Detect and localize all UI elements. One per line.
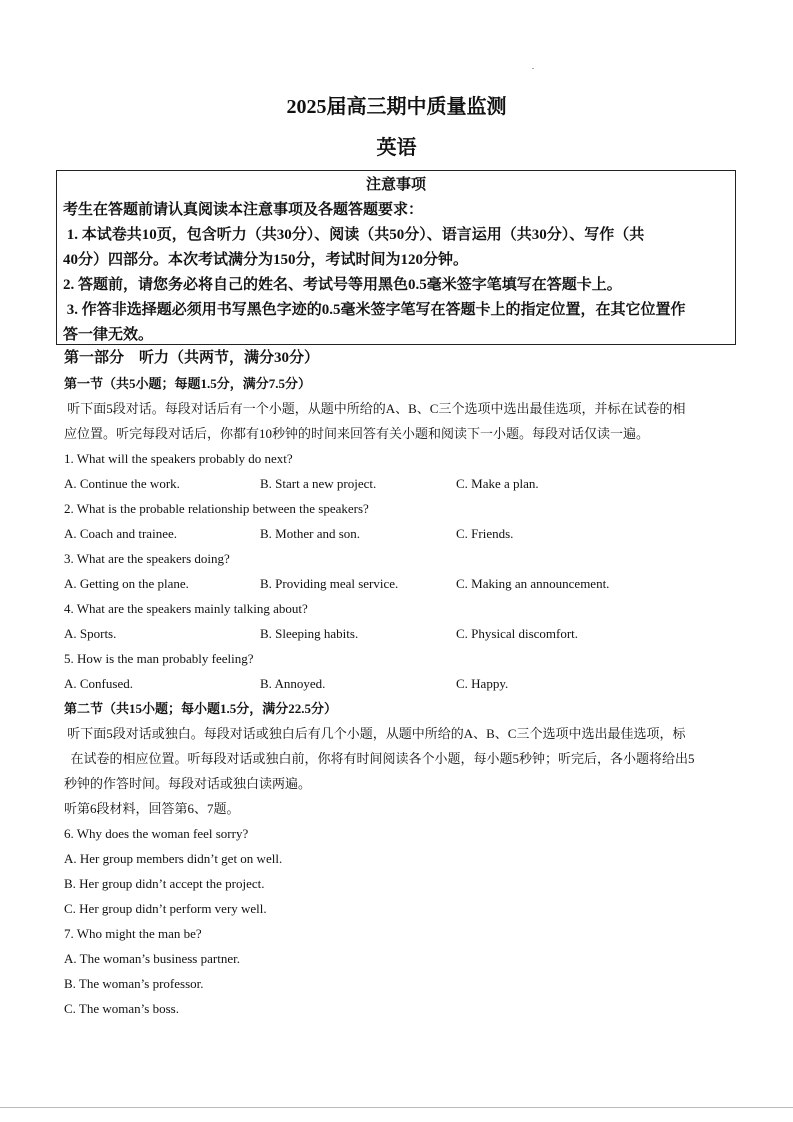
option-b: B. Annoyed.: [260, 676, 326, 691]
exam-content: [64, 346, 744, 1021]
options-5: [64, 671, 744, 696]
option-c: C. Make a plan.: [456, 476, 539, 491]
question-7: 7. Who might the man be?: [64, 926, 202, 941]
options-1: [64, 471, 744, 496]
option-a: A. Sports.: [64, 626, 117, 641]
option-b: B. Start a new project.: [260, 476, 377, 491]
question-4: 4. What are the speakers mainly talking about?: [64, 601, 308, 616]
part1-heading: 第一部分 听力（共两节，满分30分）: [64, 350, 320, 366]
notice-heading: 注意事项: [365, 177, 426, 193]
section1-instructions: 听下面5段对话。每段对话后有一个小题，从题中所给的A、B、C三个选项中选出最佳选项，并标在试卷的相: [64, 401, 686, 416]
option-a: A. The woman’s business partner.: [64, 951, 240, 966]
options-4: [64, 621, 744, 646]
option-c: C. Her group didn’t perform very well.: [64, 901, 267, 916]
question-6: 6. Why does the woman feel sorry?: [64, 826, 249, 841]
page-bottom-divider: [0, 1107, 793, 1108]
option-c: C. Happy.: [456, 676, 509, 691]
option-c: C. Making an announcement.: [456, 576, 610, 591]
question-2: 2. What is the probable relationship between the speakers?: [64, 501, 369, 516]
option-c: C. Physical discomfort.: [456, 626, 579, 641]
options-3: [64, 571, 744, 596]
question-5: 5. How is the man probably feeling?: [64, 651, 254, 666]
section1-instructions: 应位置。听完每段对话后，你都有10秒钟的时间来回答有关小题和阅读下一小题。每段对话仅读一遍。: [64, 426, 650, 441]
option-a: A. Her group members didn’t get on well.: [64, 851, 283, 866]
notice-line: 40分）四部分。本次考试满分为150分，考试时间为120分钟。: [63, 252, 469, 268]
option-b: B. Her group didn’t accept the project.: [64, 876, 265, 891]
option-b: B. Mother and son.: [260, 526, 361, 541]
option-c: C. The woman’s boss.: [64, 1001, 179, 1016]
exam-title: 2025届高三期中质量监测: [286, 96, 507, 118]
option-b: B. Sleeping habits.: [260, 626, 359, 641]
option-b: B. Providing meal service.: [260, 576, 399, 591]
section1-heading: 第一节（共5小题；每题1.5分，满分7.5分）: [64, 376, 312, 391]
option-c: C. Friends.: [456, 526, 514, 541]
section2-instructions: 听下面5段对话或独白。每段对话或独白后有几个小题，从题中所给的A、B、C三个选项中选出最佳选项，标: [64, 726, 686, 741]
options-2: [64, 521, 744, 546]
notice-line: 2. 答题前，请您务必将自己的姓名、考试号等用黑色0.5毫米签字笔填写在答题卡上。: [63, 277, 622, 293]
notice-line: 3. 作答非选择题必须用书写黑色字迹的0.5毫米签字笔写在答题卡上的指定位置，在其它位置作: [63, 302, 686, 318]
material-note: 听第6段材料，回答第6、7题。: [64, 801, 240, 816]
question-3: 3. What are the speakers doing?: [64, 551, 230, 566]
option-b: B. The woman’s professor.: [64, 976, 204, 991]
option-a: A. Coach and trainee.: [64, 526, 177, 541]
section2-instructions: 秒钟的作答时间。每段对话或独白读两遍。: [64, 776, 312, 791]
section2-instructions: 在试卷的相应位置。听每段对话或独白前，你将有时间阅读各个小题，每小题5秒钟；听完后，各小题将给出5: [64, 751, 695, 766]
question-1: 1. What will the speakers probably do next?: [64, 451, 293, 466]
option-a: A. Confused.: [64, 676, 133, 691]
option-a: A. Continue the work.: [64, 476, 180, 491]
option-a: A. Getting on the plane.: [64, 576, 189, 591]
notice-box: [56, 170, 736, 345]
section2-heading: 第二节（共15小题；每小题1.5分，满分22.5分）: [64, 701, 338, 716]
notice-intro: 考生在答题前请认真阅读本注意事项及各题答题要求：: [63, 202, 424, 218]
notice-line: 1. 本试卷共10页，包含听力（共30分）、阅读（共50分）、语言运用（共30分）、写作（共: [63, 227, 645, 243]
notice-line: 答一律无效。: [63, 327, 154, 343]
page-mark: .: [532, 62, 534, 71]
subject-title: 英语: [376, 137, 417, 159]
